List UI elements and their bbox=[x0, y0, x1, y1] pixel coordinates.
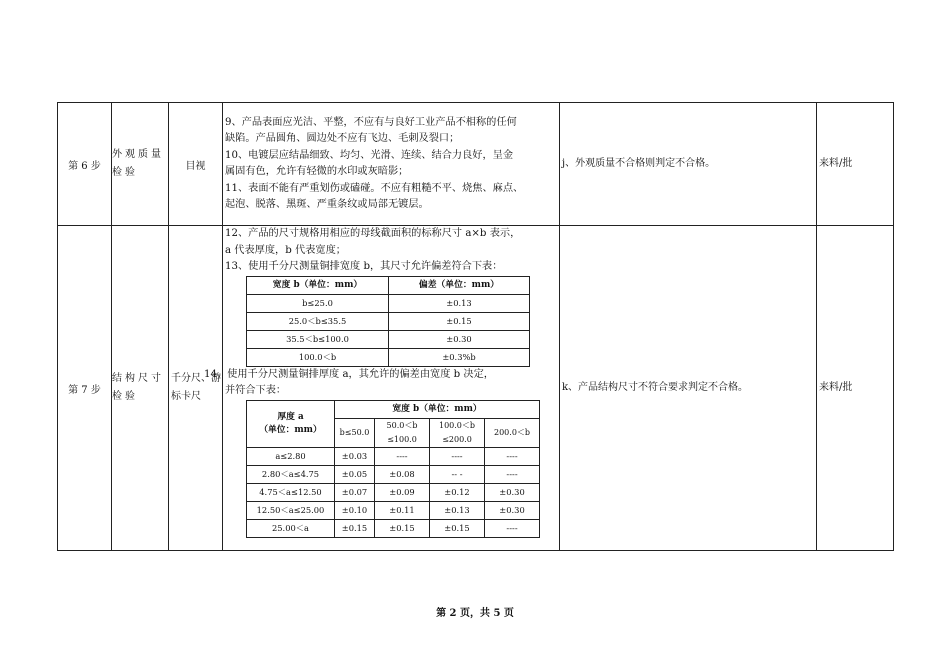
thickness-tolerance-table bbox=[246, 400, 540, 538]
table-row bbox=[247, 348, 530, 366]
requirement-line: 缺陷。产品圆角、圆边处不应有飞边、毛刺及裂口； bbox=[225, 133, 460, 144]
tolerance-value: ---- bbox=[375, 447, 430, 465]
thickness-range: 2.80＜a≤4.75 bbox=[247, 465, 335, 483]
width-tolerance-table bbox=[246, 276, 530, 367]
page-number: 第 2 页，共 5 页 bbox=[436, 608, 514, 619]
frequency-cell: 来料/批 bbox=[817, 103, 894, 226]
tolerance-value: ±0.03 bbox=[335, 447, 375, 465]
tolerance-value: ±0.30 bbox=[389, 330, 530, 348]
step-cell: 第 7 步 bbox=[58, 226, 112, 551]
table-row-step-6 bbox=[58, 103, 894, 226]
requirement-line: 14、使用千分尺测量铜排厚度 a，其允许的偏差由宽度 b 决定， bbox=[204, 368, 494, 380]
requirement-line: 起泡、脱落、黑斑、严重条纹或局部无镀层。 bbox=[225, 199, 429, 210]
tolerance-value: ±0.13 bbox=[430, 501, 485, 519]
width-column-header: 宽度 b（单位：mm） bbox=[247, 276, 389, 294]
inspection-table bbox=[57, 102, 894, 551]
tolerance-column-header: 偏差（单位：mm） bbox=[389, 276, 530, 294]
table-row bbox=[247, 312, 530, 330]
tolerance-value: ---- bbox=[485, 465, 540, 483]
table-row-step-7 bbox=[58, 226, 894, 551]
tolerance-value: ±0.08 bbox=[375, 465, 430, 483]
item-cell: 结构尺寸检验 bbox=[112, 226, 169, 551]
table-row bbox=[247, 519, 540, 537]
thickness-range: a≤2.80 bbox=[247, 447, 335, 465]
width-range: 25.0＜b≤35.5 bbox=[247, 312, 389, 330]
thickness-range: 4.75＜a≤12.50 bbox=[247, 483, 335, 501]
width-range: b≤25.0 bbox=[247, 294, 389, 312]
frequency-cell: 来料/批 bbox=[817, 226, 894, 551]
tolerance-value: ±0.30 bbox=[485, 483, 540, 501]
judgement-cell: j、外观质量不合格则判定不合格。 bbox=[560, 103, 817, 226]
requirement-line: 10、电镀层应结晶细致、均匀、光滑、连续、结合力良好，呈金 bbox=[225, 149, 514, 161]
method-cell: 目视 bbox=[169, 103, 223, 226]
thickness-column-header: 厚度 a （单位：mm） bbox=[247, 400, 335, 447]
tolerance-value: ±0.3%b bbox=[389, 348, 530, 366]
requirement-line: 13、使用千分尺测量铜排宽度 b，其尺寸允许偏差符合下表： bbox=[225, 261, 503, 272]
table-row bbox=[247, 465, 540, 483]
judgement-cell: k、产品结构尺寸不符合要求判定不合格。 bbox=[560, 226, 817, 551]
requirement-line: 12、产品的尺寸规格用相应的母线截面积的标称尺寸 a×b 表示， bbox=[225, 228, 521, 239]
width-group-header: 宽度 b（单位：mm） bbox=[335, 400, 540, 418]
width-range: 35.5＜b≤100.0 bbox=[247, 330, 389, 348]
step-cell: 第 6 步 bbox=[58, 103, 112, 226]
tolerance-value: ±0.30 bbox=[485, 501, 540, 519]
requirement-line: 并符合下表： bbox=[225, 385, 287, 396]
method-cell: 千分尺、游标卡尺 bbox=[169, 226, 223, 551]
tolerance-value: -- - bbox=[430, 465, 485, 483]
width-range-header: 50.0＜b ≤100.0 bbox=[375, 418, 430, 447]
tolerance-value: ±0.15 bbox=[430, 519, 485, 537]
thickness-range: 12.50＜a≤25.00 bbox=[247, 501, 335, 519]
requirement-line: 9、产品表面应光洁、平整，不应有与良好工业产品不相称的任何 bbox=[225, 116, 517, 128]
requirement-line: 属固有色，允许有轻微的水印或灰暗影； bbox=[225, 166, 409, 177]
table-row bbox=[247, 447, 540, 465]
requirement-line: a 代表厚度，b 代表宽度； bbox=[225, 244, 346, 256]
tolerance-value: ±0.12 bbox=[430, 483, 485, 501]
tolerance-value: ±0.13 bbox=[389, 294, 530, 312]
table-row bbox=[247, 294, 530, 312]
table-row bbox=[247, 330, 530, 348]
tolerance-value: ±0.15 bbox=[389, 312, 530, 330]
width-range-header: b≤50.0 bbox=[335, 418, 375, 447]
tolerance-value: ±0.05 bbox=[335, 465, 375, 483]
tolerance-value: ±0.15 bbox=[335, 519, 375, 537]
tolerance-value: ---- bbox=[485, 519, 540, 537]
table-row bbox=[247, 501, 540, 519]
tolerance-value: ---- bbox=[485, 447, 540, 465]
requirement-cell bbox=[204, 226, 560, 551]
tolerance-value: ---- bbox=[430, 447, 485, 465]
width-range-header: 100.0＜b ≤200.0 bbox=[430, 418, 485, 447]
table-row bbox=[247, 483, 540, 501]
tolerance-value: ±0.15 bbox=[375, 519, 430, 537]
tolerance-value: ±0.09 bbox=[375, 483, 430, 501]
width-range-header: 200.0＜b bbox=[485, 418, 540, 447]
tolerance-value: ±0.10 bbox=[335, 501, 375, 519]
tolerance-value: ±0.07 bbox=[335, 483, 375, 501]
requirement-cell bbox=[223, 103, 560, 226]
tolerance-value: ±0.11 bbox=[375, 501, 430, 519]
width-range: 100.0＜b bbox=[247, 348, 389, 366]
item-cell: 外观质量检验 bbox=[112, 103, 169, 226]
requirement-line: 11、表面不能有严重划伤或磕碰。不应有粗糙不平、烧焦、麻点、 bbox=[225, 182, 524, 194]
thickness-range: 25.00＜a bbox=[247, 519, 335, 537]
